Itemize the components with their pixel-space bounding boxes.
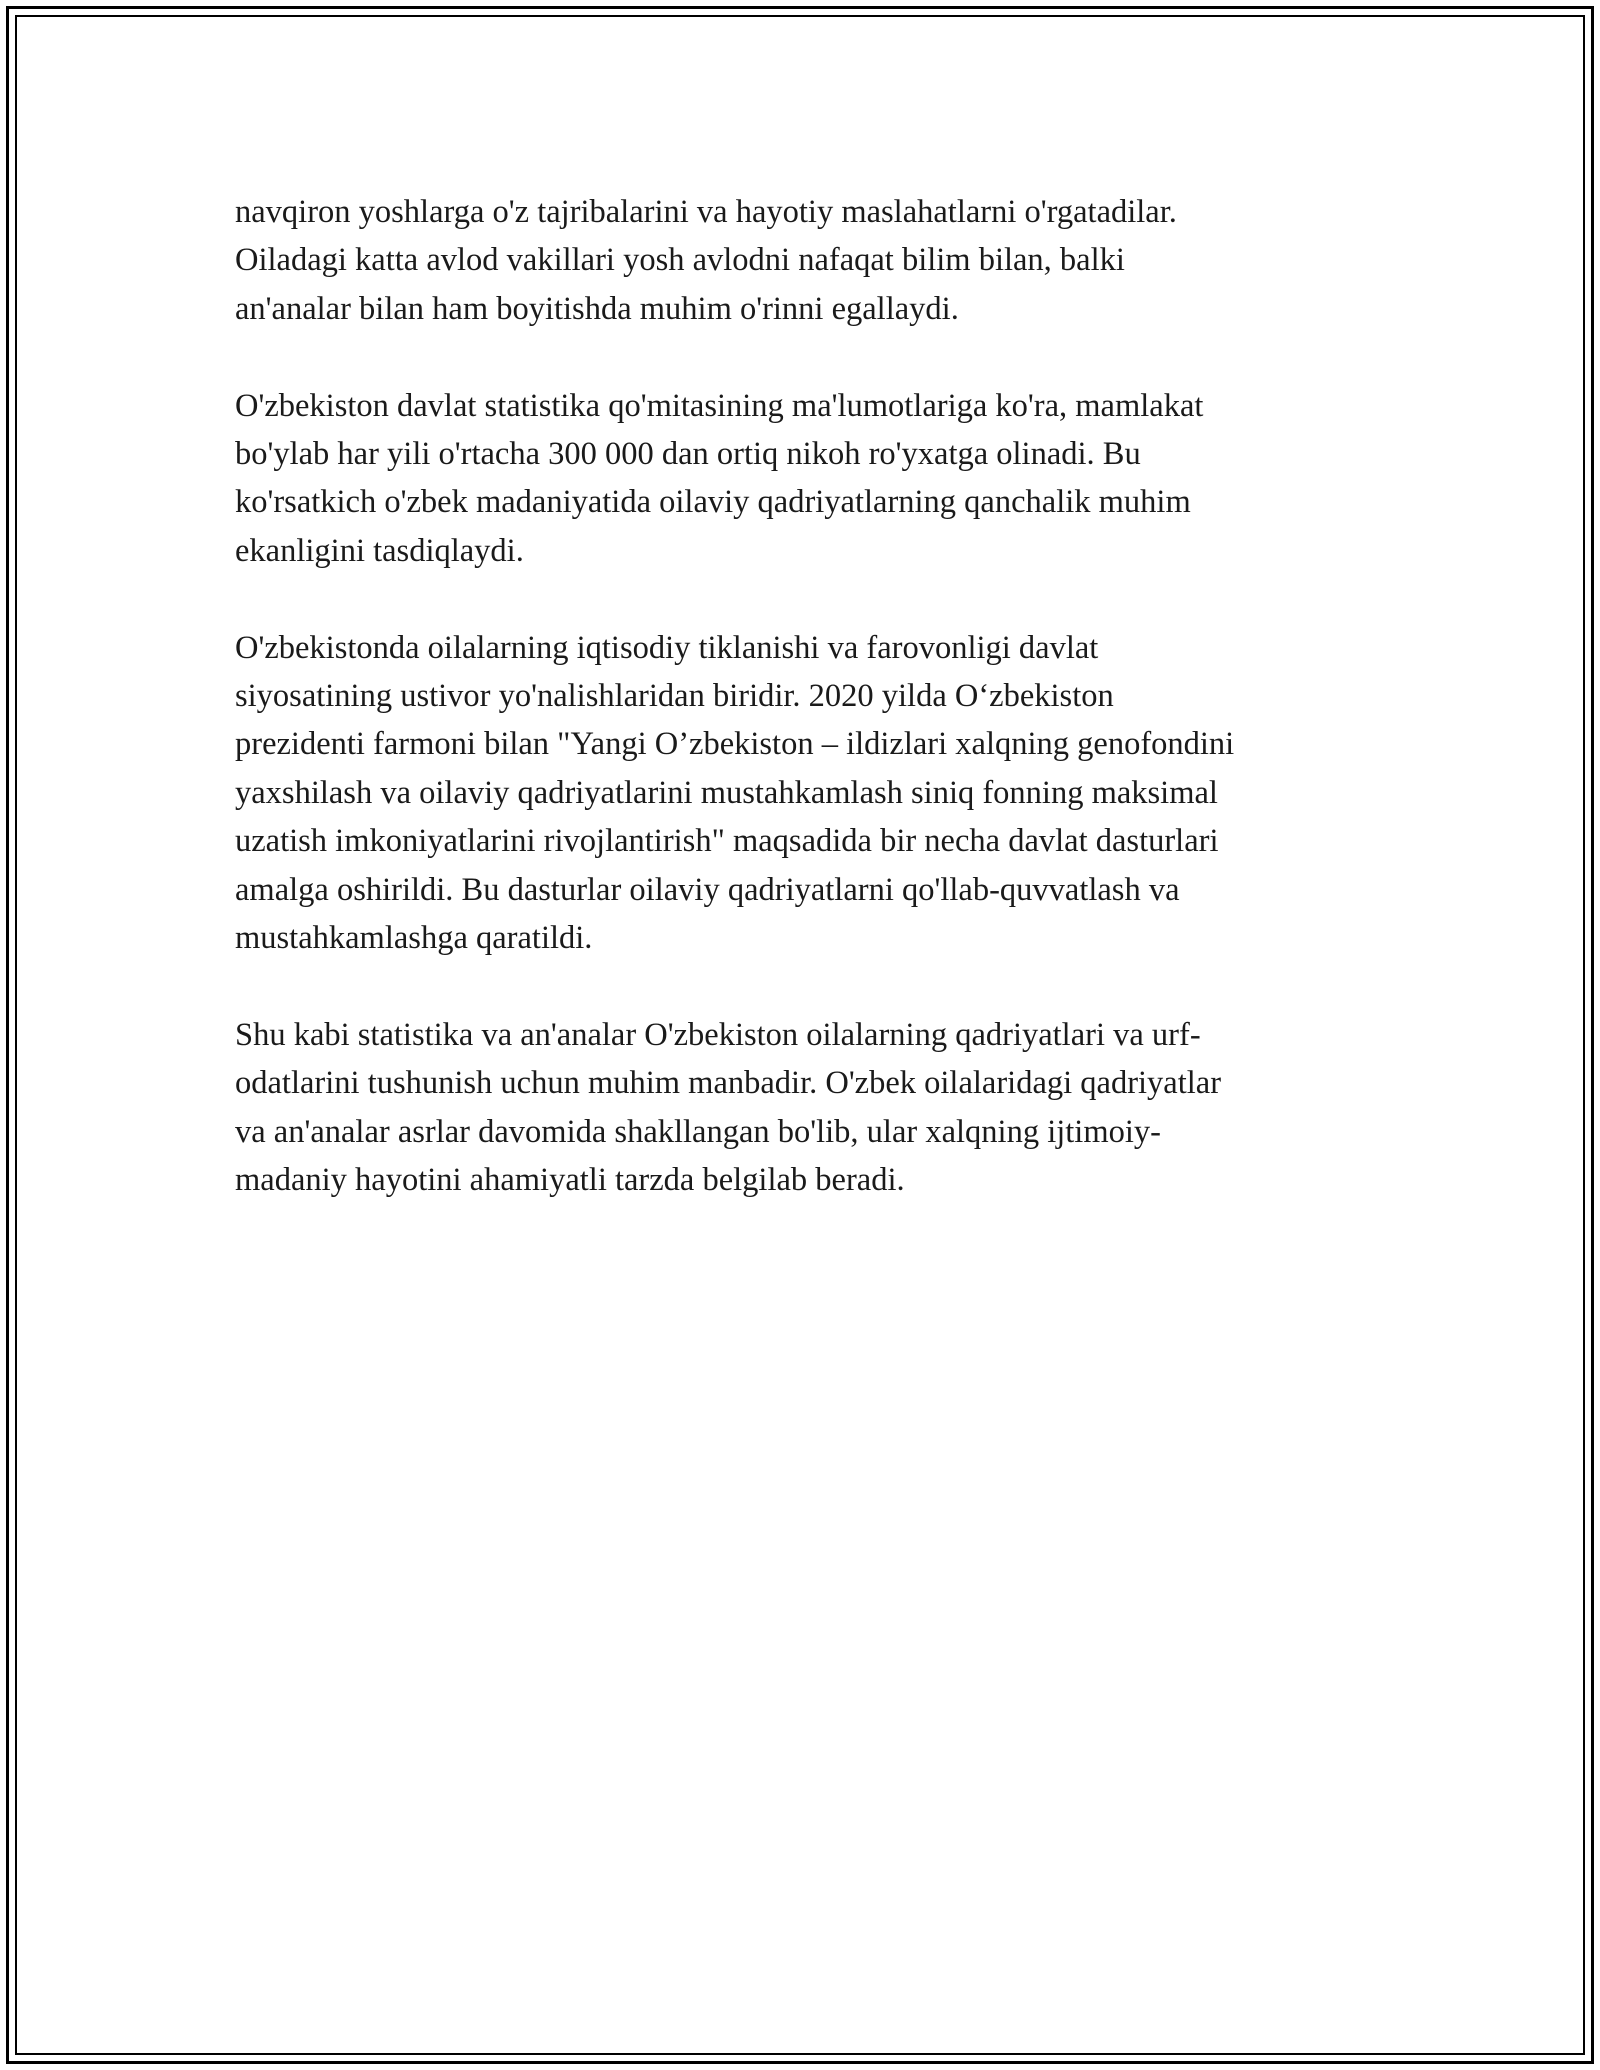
text-line: bo'ylab har yili o'rtacha 300 000 dan ortiq nikoh ro'yxatga olinadi. Bu (235, 436, 1141, 473)
text-line: O'zbekistonda oilalarning iqtisodiy tiklanishi va farovonligi davlat (235, 629, 1099, 666)
text-line: navqiron yoshlarga o'z tajribalarini va hayotiy maslahatlarni o'rgatadilar. (235, 194, 1177, 230)
paragraph-state-programs (235, 624, 1375, 963)
text-line: Shu kabi statistika va an'analar O'zbekiston oilalarning qadriyatlari va urf- (235, 1016, 1201, 1053)
text-line: prezidenti farmoni bilan "Yangi O’zbekiston – ildizlari xalqning genofondini (235, 726, 1235, 763)
text-line: ko'rsatkich o'zbek madaniyatida oilaviy qadriyatlarning qanchalik muhim (235, 484, 1191, 521)
text-line: madaniy hayotini ahamiyatli tarzda belgilab beradi. (235, 1162, 905, 1199)
text-line: O'zbekiston davlat statistika qo'mitasining ma'lumotlariga ko'ra, mamlakat (235, 387, 1204, 424)
text-line: Oiladagi katta avlod vakillari yosh avlodni nafaqat bilim bilan, balki (235, 242, 1125, 279)
text-line: amalga oshirildi. Bu dasturlar oilaviy qadriyatlarni qo'llab-quvvatlash va (235, 871, 1180, 908)
text-line: mustahkamlashga qaratildi. (235, 920, 593, 957)
text-line: odatlarini tushunish uchun muhim manbadir. O'zbek oilalaridagi qadriyatlar (235, 1065, 1222, 1102)
paragraph-marriage-statistics (235, 382, 1375, 576)
text-line: uzatish imkoniyatlarini rivojlantirish" maqsadida bir necha davlat dasturlari (235, 823, 1219, 860)
text-line: an'analar bilan ham boyitishda muhim o'rinni egallaydi. (235, 290, 959, 327)
document-body (235, 188, 1375, 1253)
paragraph-elders-role (235, 188, 1375, 333)
text-line: yaxshilash va oilaviy qadriyatlarini mustahkamlash siniq fonning maksimal (235, 774, 1218, 811)
text-line: ekanligini tasdiqlaydi. (235, 532, 524, 569)
paragraph-conclusion (235, 1011, 1375, 1205)
text-line: va an'analar asrlar davomida shakllangan bo'lib, ular xalqning ijtimoiy- (235, 1113, 1161, 1150)
text-line: siyosatining ustivor yo'nalishlaridan biridir. 2020 yilda O‘zbekiston (235, 678, 1114, 715)
